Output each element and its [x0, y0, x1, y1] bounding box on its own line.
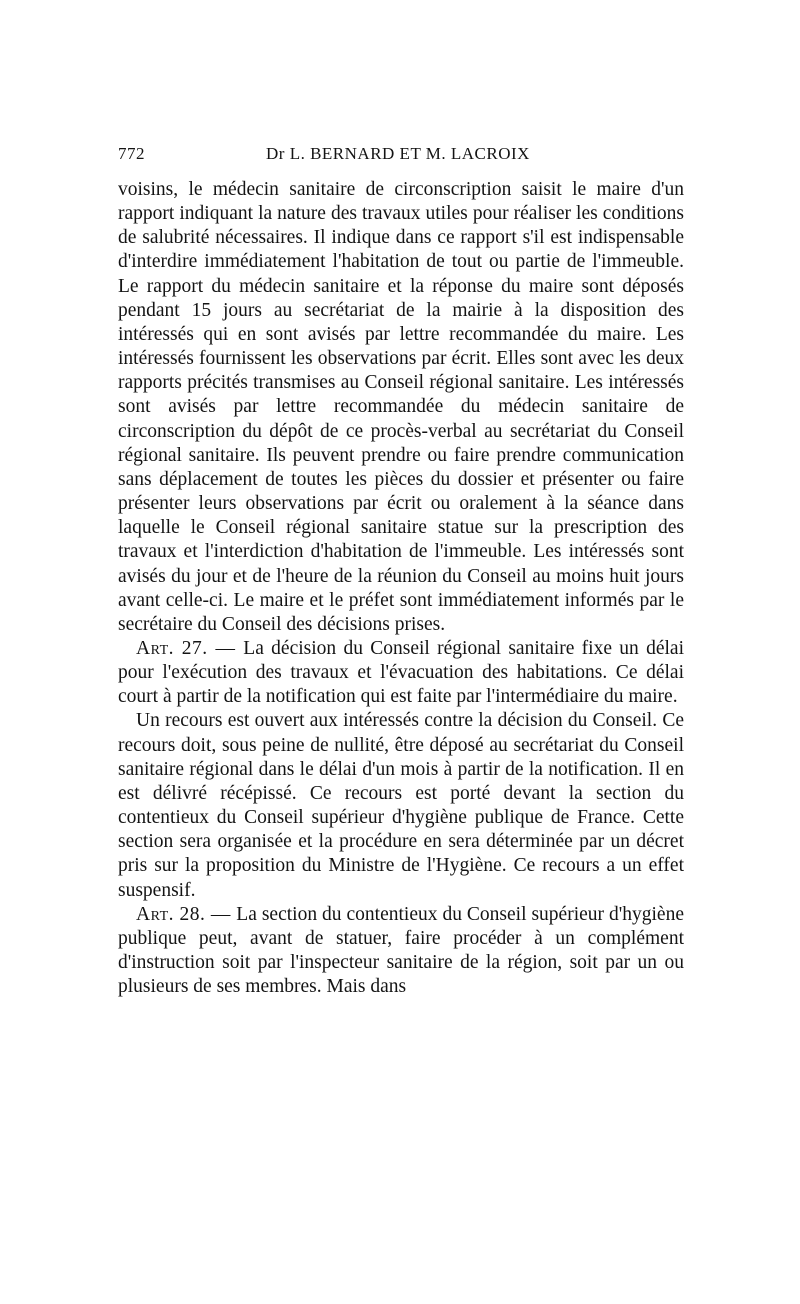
paragraph-article-27	[118, 637, 684, 709]
article-label: Art. 28. —	[136, 903, 237, 925]
running-head: Dr L. BERNARD ET M. LACROIX	[266, 144, 530, 163]
body-text	[118, 178, 684, 999]
paragraph-text: La décision du Conseil régional sanitaire fixe un délai pour l'exécution des travaux et l'évacuation des habitations. Ce délai court à partir de la notification qui est faite par l'intermédiaire du maire.	[118, 637, 684, 708]
paragraph-text: voisins, le médecin sanitaire de circonscription saisit le maire d'un rapport indiquant la nature des travaux utiles pour réaliser les conditions de salubrité nécessaires. Il indique dans ce rapport s'il est indispensable d'interdire immédiatement l'habitation de tout ou partie de l'immeuble. Le rapport du médecin sanitaire et la réponse du maire sont déposés pendant 15 jours au secrétariat de la mairie à la disposition des intéressés qui en sont avisés par lettre recommandée du maire. Les intéressés fournissent les observations par écrit. Elles sont avec les deux rapports précités transmises au Conseil régional sanitaire. Les intéressés sont avisés par lettre recommandée du médecin sanitaire de circonscription du dépôt de ce procès-verbal au secrétariat du Conseil régional sanitaire. Ils peuvent prendre ou faire prendre communication sans déplacement de toutes les pièces du dossier et présenter ou faire présenter leurs observations par écrit ou oralement à la séance dans laquelle le Conseil régional sanitaire statue sur la prescription des travaux et l'interdiction d'habitation de l'immeuble. Les intéressés sont avisés du jour et de l'heure de la réunion du Conseil au moins huit jours avant celle-ci. Le maire et le préfet sont immédiatement informés par le secrétaire du Conseil des décisions prises.	[118, 179, 684, 635]
paragraph-text: La section du contentieux du Conseil supérieur d'hygiène publique peut, avant de statuer, faire procéder à un complément d'instruction soit par l'inspecteur sanitaire de la région, soit par un ou plusieurs de ses membres. Mais dans	[118, 903, 684, 998]
page-number: 772	[118, 144, 145, 163]
article-label: Art. 27. —	[136, 637, 244, 659]
paragraph-article-28	[118, 903, 684, 1000]
paragraph-continuation	[118, 178, 684, 637]
page-header	[118, 144, 684, 172]
paragraph-recours	[118, 709, 684, 902]
paragraph-text: Un recours est ouvert aux intéressés contre la décision du Conseil. Ce recours doit, sous peine de nullité, être déposé au secrétariat du Conseil sanitaire régional dans le délai d'un mois à partir de la notification. Il en est délivré récépissé. Ce recours est porté devant la section du contentieux du Conseil supérieur d'hygiène publique de France. Cette section sera organisée et la procédure en sera déterminée par un décret pris sur la proposition du Ministre de l'Hygiène. Ce recours a un effet suspensif.	[118, 710, 684, 901]
